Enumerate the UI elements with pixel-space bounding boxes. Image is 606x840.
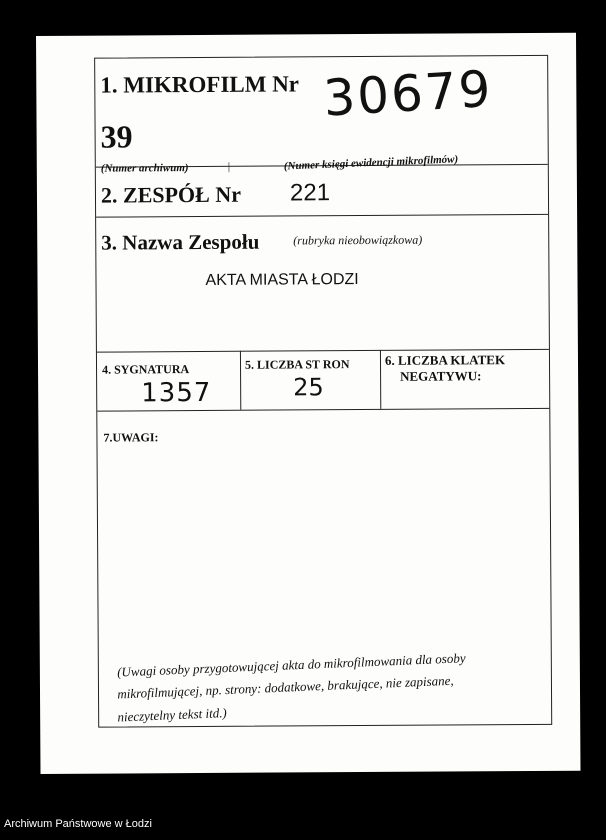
liczba-stron-value: 25 [293, 373, 324, 402]
liczba-stron-label: 5. LICZBA ST RON [244, 357, 350, 372]
zespol-label: 2. ZESPÓŁ Nr [100, 181, 242, 208]
form-frame [94, 55, 552, 728]
mikrofilm-label: 1. MIKROFILM Nr [100, 71, 300, 98]
uwagi-label: 7.UWAGI: [103, 430, 159, 445]
column-divider [380, 350, 381, 409]
zespol-number: 221 [289, 179, 331, 207]
note-line-1: (Uwagi osoby przygotowującej akta do mikrofilmowania dla osoby [116, 650, 466, 680]
nazwa-note: (rubryka nieobowiązkowa) [293, 232, 423, 248]
register-caption: (Numer księgi ewidencji mikrofilmów) [283, 153, 459, 173]
archive-number-caption: (Numer archiwum) [100, 162, 189, 175]
separator-mark: | [227, 160, 231, 173]
archive-number: 39 [100, 118, 133, 155]
sygnatura-label: 4. SYGNATURA [101, 362, 190, 377]
microfilm-card [36, 33, 580, 774]
row-divider [96, 214, 548, 218]
column-divider [240, 351, 241, 410]
liczba-klatek-label: 6. LICZBA KLATEK [384, 352, 506, 368]
sygnatura-value: 1357 [141, 377, 212, 409]
note-line-3: nieczytelny tekst itd.) [117, 705, 228, 725]
nazwa-value: AKTA MIASTA ŁODZI [205, 271, 359, 289]
row-divider [97, 408, 549, 412]
archive-footer: Archiwum Państwowe w Łodzi [4, 818, 152, 830]
nazwa-label: 3. Nazwa Zespołu [101, 229, 260, 255]
note-line-2: mikrofilmującej, np. strony: dodatkowe, brakujące, nie zapisane, [116, 672, 454, 702]
liczba-klatek-label-2: NEGATYWU: [400, 368, 482, 384]
mikrofilm-number: 30679 [321, 59, 494, 128]
